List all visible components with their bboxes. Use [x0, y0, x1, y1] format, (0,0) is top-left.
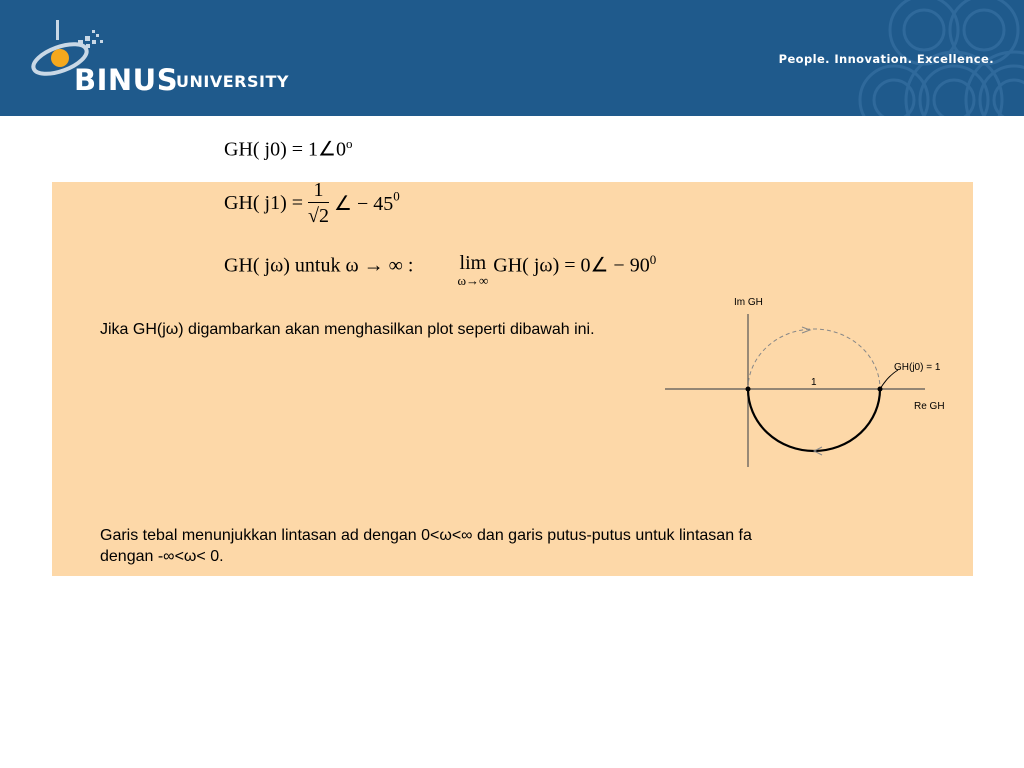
limit-subscript: ω→∞	[457, 273, 489, 288]
limit-operator	[457, 252, 488, 287]
bold-path-ad	[748, 389, 880, 451]
caption-line-1: Garis tebal menunjukkan lintasan ad dengan 0<ω<∞ dan garis putus-putus untuk lintasan fa	[100, 527, 752, 544]
equation-limit-rhs: GH( jω) = 0∠ − 90	[493, 254, 650, 277]
equation-limit-lhs: GH( jω) untuk ω → ∞ :	[224, 254, 414, 277]
equation-gh-j0-body: GH( j0) = 1∠0	[224, 138, 346, 161]
fraction-denominator: √2	[308, 205, 330, 227]
gh-j0-label: GH(j0) = 1	[894, 362, 941, 373]
logo-university-text: UNIVERSITY	[176, 72, 289, 91]
equation-gh-j1-fraction	[308, 178, 329, 229]
re-gh-label: Re GH	[914, 401, 945, 412]
logo-brand-text: BINUS	[74, 63, 179, 97]
equation-gh-j0	[224, 136, 352, 162]
equation-limit-sup: 0	[649, 252, 657, 267]
origin-point	[746, 387, 751, 392]
limit-word: lim	[459, 252, 487, 274]
tagline: People. Innovation. Excellence.	[778, 52, 994, 66]
tick-one-label: 1	[811, 377, 817, 388]
equation-gh-j1-lhs: GH( j1) =	[224, 192, 309, 214]
im-gh-label: Im GH	[734, 297, 763, 308]
fraction-numerator: 1	[308, 178, 329, 203]
equation-gh-j1-rhs: ∠ − 45	[334, 193, 394, 215]
caption-line-2: dengan -∞<ω< 0.	[100, 548, 224, 565]
header-banner	[0, 0, 1024, 116]
equation-gh-j0-sup: o	[345, 136, 353, 151]
polar-plot	[660, 292, 970, 472]
equation-gh-j1	[224, 178, 400, 229]
equation-gh-j1-sup: 0	[393, 188, 400, 204]
equation-gh-jw-limit	[224, 252, 656, 287]
intro-text: Jika GH(jω) digambarkan akan menghasilkan plot seperti dibawah ini.	[100, 321, 595, 338]
